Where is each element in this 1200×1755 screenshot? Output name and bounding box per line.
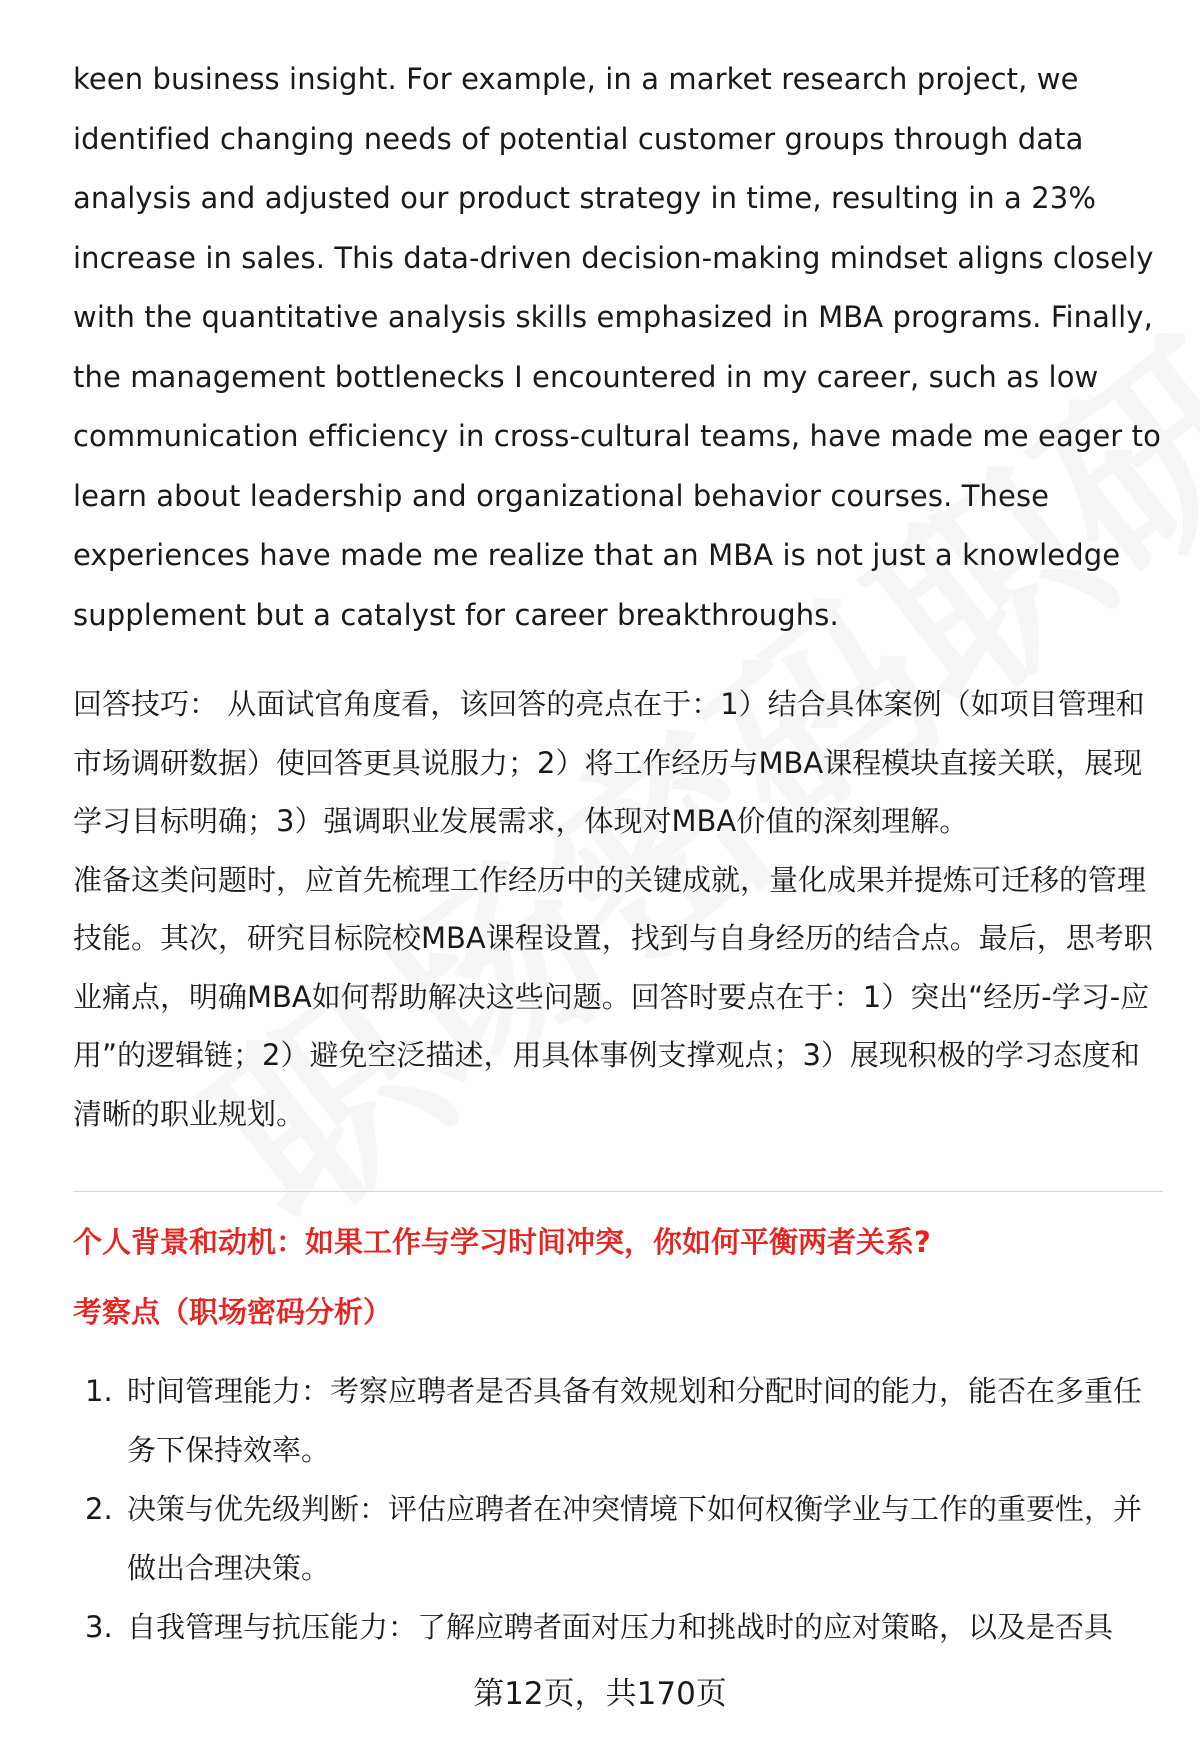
list-item-number: 1. bbox=[85, 1374, 113, 1408]
list-item bbox=[73, 1480, 1163, 1598]
page-number-footer: 第12页，共170页 bbox=[473, 1676, 727, 1712]
list-item-number: 2. bbox=[85, 1492, 113, 1526]
list-item bbox=[73, 1362, 1163, 1480]
list-item-text: 时间管理能力：考察应聘者是否具备有效规划和分配时间的能力，能否在多重任务下保持效率。 bbox=[127, 1374, 1143, 1467]
section-divider bbox=[73, 1191, 1163, 1192]
english-answer-paragraph: keen business insight. For example, in a market research project, we identified changing needs of potential customer groups through data analysis and adjusted our product strategy in time, resulting in a 23% increase in sales. This data-driven decision-making mindset aligns closely with the quantitative analysis skills emphasized in MBA programs. Finally, the management bottlenecks I encountered in my career, such as low communication efficiency in cross-cultural teams, have made me eager to learn about leadership and organizational behavior courses. These experiences have made me realize that an MBA is not just a knowledge supplement but a catalyst for career breakthroughs. bbox=[73, 62, 1161, 632]
list-item-number: 3. bbox=[85, 1610, 113, 1644]
assessment-points-list bbox=[73, 1362, 1163, 1657]
question-heading: 个人背景和动机：如果工作与学习时间冲突，你如何平衡两者关系? bbox=[73, 1225, 931, 1259]
preparation-paragraph: 准备这类问题时，应首先梳理工作经历中的关键成就，量化成果并提炼可迁移的管理技能。其次，研究目标院校MBA课程设置，找到与自身经历的结合点。最后，思考职业痛点，明确MBA如何帮助解决这些问题。回答时要点在于：1）突出“经历-学习-应用”的逻辑链；2）避免空泛描述，用具体事例支撑观点；3）展现积极的学习态度和清晰的职业规划。 bbox=[73, 862, 1153, 1131]
list-item-text: 自我管理与抗压能力：了解应聘者面对压力和挑战时的应对策略，以及是否具 bbox=[127, 1610, 1114, 1644]
answer-tip-paragraph: 回答技巧： 从面试官角度看，该回答的亮点在于：1）结合具体案例（如项目管理和市场调研数据）使回答更具说服力；2）将工作经历与MBA课程模块直接关联，展现学习目标明确；3）强调职业发展需求，体现对MBA价值的深刻理解。 bbox=[73, 687, 1145, 838]
document-page bbox=[73, 50, 1163, 1657]
assessment-heading: 考察点（职场密码分析） bbox=[73, 1295, 393, 1329]
list-item-text: 决策与优先级判断：评估应聘者在冲突情境下如何权衡学业与工作的重要性，并做出合理决策。 bbox=[127, 1492, 1143, 1585]
list-item bbox=[73, 1598, 1163, 1657]
